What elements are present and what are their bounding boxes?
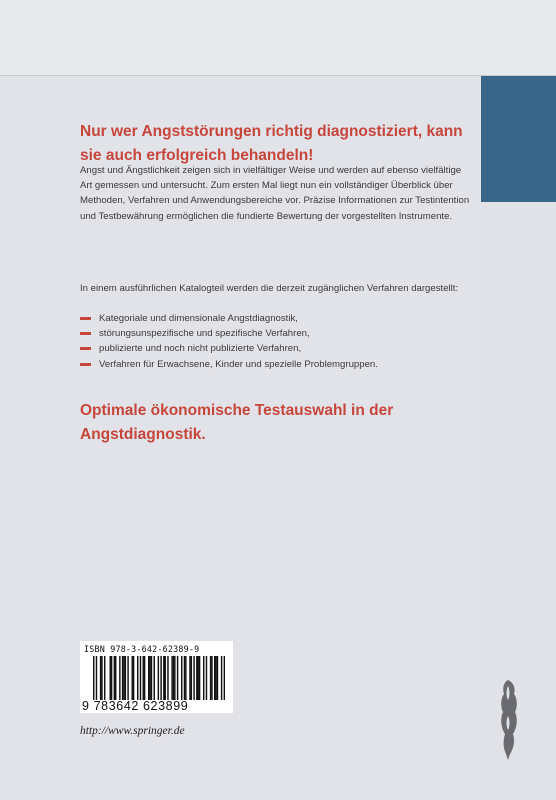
springer-horse-icon bbox=[497, 676, 521, 762]
barcode-bar bbox=[181, 656, 182, 700]
dash-bullet-icon bbox=[80, 332, 91, 335]
barcode-bar bbox=[149, 656, 150, 700]
barcode-bar bbox=[160, 656, 161, 700]
barcode-bar bbox=[133, 656, 134, 700]
ean-digits: 9 783642 623899 bbox=[82, 699, 189, 713]
barcode-bar bbox=[143, 656, 144, 700]
barcode-bar bbox=[163, 656, 164, 700]
list-item bbox=[80, 326, 475, 341]
list-item bbox=[80, 357, 475, 372]
feature-list bbox=[80, 311, 475, 372]
barcode-bar bbox=[199, 656, 200, 700]
dash-bullet-icon bbox=[80, 347, 91, 350]
barcode-bar bbox=[93, 656, 94, 700]
catalog-intro-paragraph: In einem ausführlichen Katalogteil werden die derzeit zugänglichen Verfahren dargestellt: bbox=[80, 283, 459, 294]
barcode-bar bbox=[177, 656, 178, 700]
dash-bullet-icon bbox=[80, 317, 91, 320]
tagline: Optimale ökonomische Testauswahl in der Angstdiagnostik. bbox=[80, 402, 394, 443]
barcode-bar bbox=[193, 656, 194, 700]
list-item-text: Verfahren für Erwachsene, Kinder und spezielle Problemgruppen. bbox=[99, 358, 378, 370]
barcode-bar bbox=[224, 656, 225, 700]
barcode-bar bbox=[144, 656, 145, 700]
barcode-bar bbox=[158, 656, 159, 700]
barcode-bar bbox=[191, 656, 192, 700]
barcode-bar bbox=[165, 656, 166, 700]
barcode-bar bbox=[122, 656, 123, 700]
barcode-bar bbox=[111, 656, 112, 700]
barcode-bar bbox=[132, 656, 133, 700]
headline: Nur wer Angststörungen richtig diagnostiziert, kann sie auch erfolgreich behandeln! bbox=[80, 123, 463, 164]
barcode-bar bbox=[217, 656, 218, 700]
barcode-bar bbox=[167, 656, 168, 700]
barcode-bars-icon bbox=[93, 656, 225, 700]
barcode-bar bbox=[174, 656, 175, 700]
barcode-bar bbox=[137, 656, 138, 700]
barcode-bar bbox=[214, 656, 215, 700]
barcode-bar bbox=[140, 656, 141, 700]
barcode-bar bbox=[198, 656, 199, 700]
barcode-bar bbox=[189, 656, 190, 700]
barcode-bar bbox=[123, 656, 124, 700]
barcode-bar bbox=[151, 656, 152, 700]
barcode-bar bbox=[101, 656, 102, 700]
barcode bbox=[80, 641, 233, 713]
barcode-bar bbox=[171, 656, 172, 700]
barcode-bar bbox=[210, 656, 211, 700]
barcode-bar bbox=[184, 656, 185, 700]
list-item-text: publizierte und noch nicht publizierte Verfahren, bbox=[99, 343, 302, 355]
barcode-bar bbox=[100, 656, 101, 700]
barcode-bar bbox=[104, 656, 105, 700]
isbn-label: ISBN 978-3-642-62389-9 bbox=[84, 644, 200, 654]
barcode-bar bbox=[110, 656, 111, 700]
list-item bbox=[80, 311, 475, 326]
top-band bbox=[0, 0, 556, 75]
barcode-bar bbox=[185, 656, 186, 700]
barcode-bar bbox=[203, 656, 204, 700]
list-item-text: störungsunspezifische und spezifische Verfahren, bbox=[99, 328, 310, 340]
barcode-bar bbox=[148, 656, 149, 700]
barcode-bar bbox=[206, 656, 207, 700]
publisher-url: http://www.springer.de bbox=[80, 725, 185, 737]
barcode-bar bbox=[127, 656, 128, 700]
barcode-bar bbox=[196, 656, 197, 700]
dash-bullet-icon bbox=[80, 363, 91, 366]
list-item-text: Kategoriale und dimensionale Angstdiagnostik, bbox=[99, 313, 298, 324]
barcode-bar bbox=[114, 656, 115, 700]
barcode-bar bbox=[173, 656, 174, 700]
barcode-bar bbox=[96, 656, 97, 700]
barcode-bar bbox=[125, 656, 126, 700]
barcode-bar bbox=[154, 656, 155, 700]
barcode-bar bbox=[119, 656, 120, 700]
barcode-bar bbox=[215, 656, 216, 700]
barcode-bar bbox=[221, 656, 222, 700]
list-item bbox=[80, 341, 475, 356]
description-paragraph: Angst und Ängstlichkeit zeigen sich in vielfältiger Weise und werden auf ebenso vielfältige Art gemessen und untersucht. Zum ersten Mal liegt nun ein vollständiger Überblick über Methoden, Verfahren und Anwendungsbereiche vor. Präzise Informationen zur Testintention und Testbewährung ermöglichen die fundierte Bewertung der vorgestellten Instrumente. bbox=[80, 165, 470, 222]
barcode-bar bbox=[211, 656, 212, 700]
barcode-bar bbox=[115, 656, 116, 700]
side-color-block bbox=[481, 76, 556, 202]
